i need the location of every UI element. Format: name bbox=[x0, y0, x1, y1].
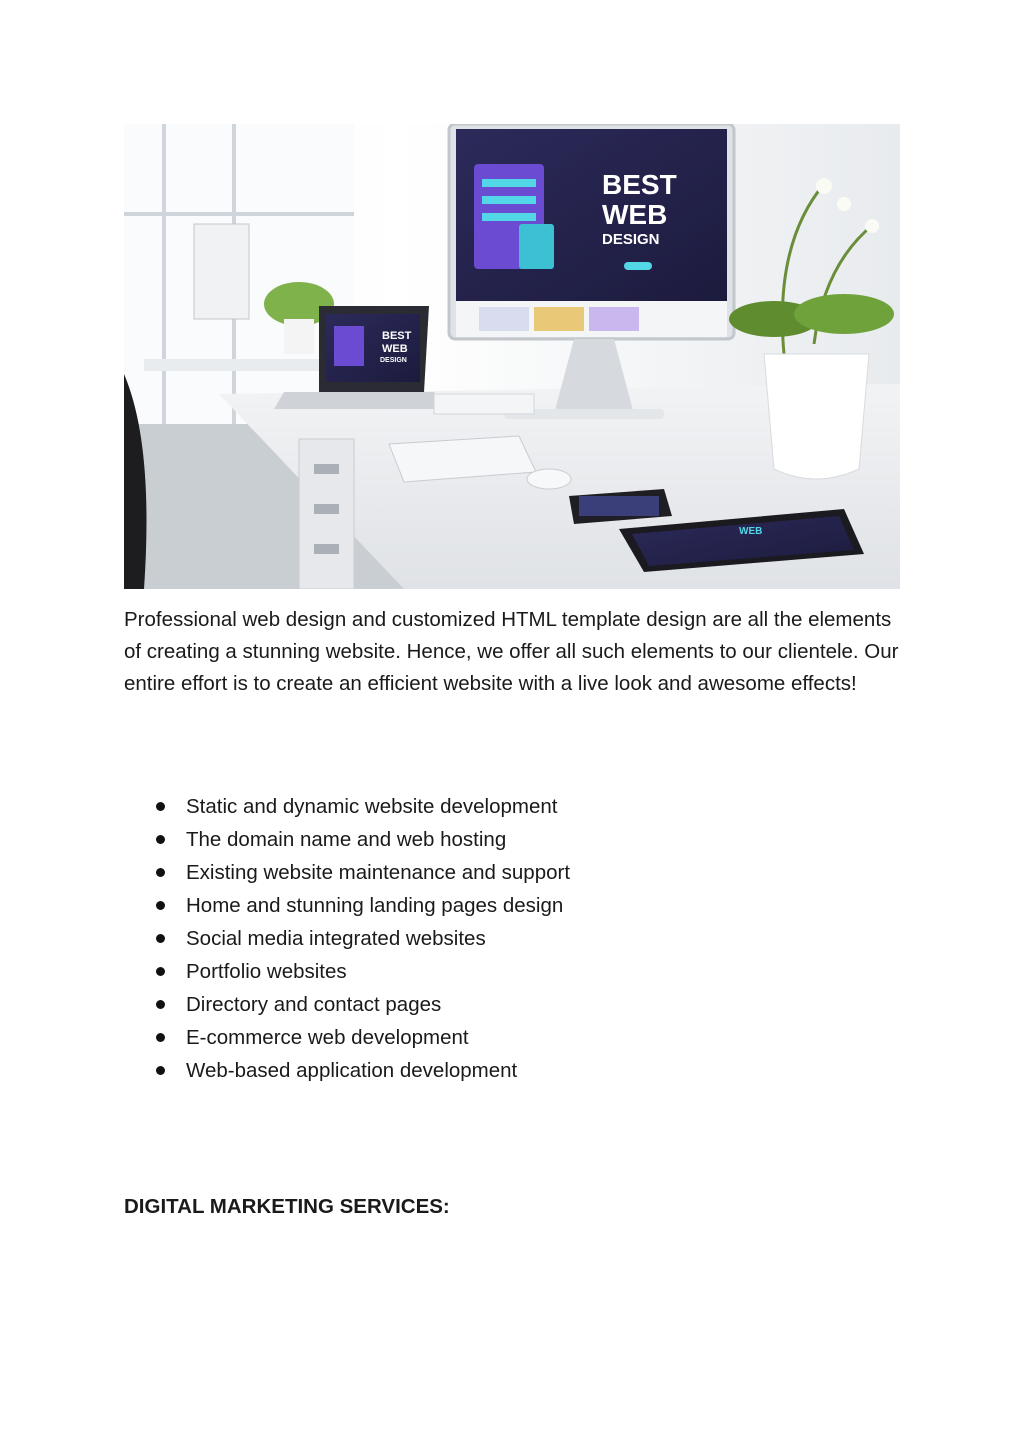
list-item-text: Social media integrated websites bbox=[186, 927, 486, 950]
intro-paragraph: Professional web design and customized HTML template design are all the elements of creating a stunning website. Hence, we offer all such elements to our clientele. Our entire effort is to create an efficient website with a live look and awesome effects! bbox=[124, 608, 899, 695]
hero-image bbox=[124, 124, 900, 589]
services-list bbox=[124, 790, 900, 1087]
list-item bbox=[124, 955, 900, 988]
laptop-title-web: WEB bbox=[382, 343, 408, 355]
monitor-title-web: WEB bbox=[602, 199, 668, 230]
list-item-text: Web-based application development bbox=[186, 1059, 518, 1082]
tablet-title-web: WEB bbox=[739, 526, 763, 537]
list-item bbox=[124, 922, 900, 955]
bullet-icon bbox=[156, 868, 165, 877]
list-item bbox=[124, 790, 900, 823]
bullet-icon bbox=[156, 901, 165, 910]
bullet-icon bbox=[156, 1066, 165, 1075]
list-item-text: Directory and contact pages bbox=[186, 993, 442, 1016]
list-item bbox=[124, 889, 900, 922]
bullet-icon bbox=[156, 835, 165, 844]
list-item bbox=[124, 988, 900, 1021]
monitor-title-best: BEST bbox=[602, 169, 677, 200]
laptop-title-best: BEST bbox=[382, 330, 412, 342]
list-item-text: The domain name and web hosting bbox=[186, 828, 507, 851]
list-item bbox=[124, 1054, 900, 1087]
bullet-icon bbox=[156, 1000, 165, 1009]
list-item bbox=[124, 856, 900, 889]
section-heading: DIGITAL MARKETING SERVICES: bbox=[124, 1195, 450, 1218]
list-item-text: Existing website maintenance and support bbox=[186, 861, 571, 884]
bullet-icon bbox=[156, 967, 165, 976]
list-item-text: E-commerce web development bbox=[186, 1026, 469, 1049]
bullet-icon bbox=[156, 1033, 165, 1042]
monitor-title-design: DESIGN bbox=[602, 231, 660, 248]
bullet-icon bbox=[156, 802, 165, 811]
list-item-text: Portfolio websites bbox=[186, 960, 347, 983]
list-item bbox=[124, 1021, 900, 1054]
bullet-icon bbox=[156, 934, 165, 943]
list-item bbox=[124, 823, 900, 856]
list-item-text: Home and stunning landing pages design bbox=[186, 894, 564, 917]
laptop-title-design: DESIGN bbox=[380, 357, 407, 364]
list-item-text: Static and dynamic website development bbox=[186, 795, 558, 818]
